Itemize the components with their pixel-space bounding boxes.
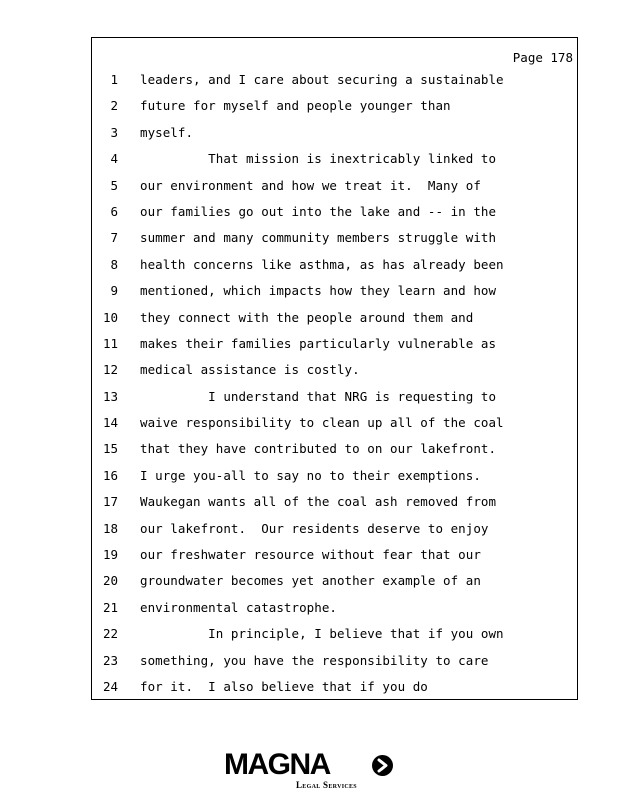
line-number: 22 xyxy=(102,626,118,642)
line-number: 17 xyxy=(102,494,118,510)
line-text: our lakefront. Our residents deserve to enjoy xyxy=(140,520,489,536)
line-text: for it. I also believe that if you do xyxy=(140,678,428,694)
line-number: 9 xyxy=(110,283,118,299)
transcript-line xyxy=(0,626,618,652)
page-number: Page 178 xyxy=(512,50,573,65)
transcript-line xyxy=(0,389,618,415)
line-text: myself. xyxy=(140,124,194,140)
line-text: summer and many community members struggle with xyxy=(140,230,497,246)
line-number: 18 xyxy=(102,520,118,536)
transcript-line xyxy=(0,362,618,388)
line-text: makes their families particularly vulnerable as xyxy=(140,335,497,351)
transcript-line xyxy=(0,494,618,520)
line-number: 11 xyxy=(102,335,118,351)
line-text: In principle, I believe that if you own xyxy=(140,626,504,642)
line-number: 6 xyxy=(110,203,118,219)
logo-wordmark: MAGNA xyxy=(224,748,330,781)
line-text: groundwater becomes yet another example of an xyxy=(140,573,481,589)
line-text: our freshwater resource without fear that our xyxy=(140,547,481,563)
line-number: 16 xyxy=(102,467,118,483)
magna-logo xyxy=(224,748,394,792)
line-number: 5 xyxy=(110,177,118,193)
line-text: something, you have the responsibility to care xyxy=(140,652,489,668)
line-number: 23 xyxy=(102,652,118,668)
transcript-line xyxy=(0,283,618,309)
line-text: they connect with the people around them and xyxy=(140,309,474,325)
line-text: medical assistance is costly. xyxy=(140,362,360,378)
transcript-line xyxy=(0,178,618,204)
transcript-line xyxy=(0,310,618,336)
transcript-line xyxy=(0,547,618,573)
transcript-line xyxy=(0,98,618,124)
line-text: That mission is inextricably linked to xyxy=(140,151,497,167)
transcript-line xyxy=(0,257,618,283)
line-number: 13 xyxy=(102,388,118,404)
line-text: I urge you-all to say no to their exemptions. xyxy=(140,467,481,483)
logo-tagline: Legal Services xyxy=(296,780,357,790)
line-text: leaders, and I care about securing a sustainable xyxy=(140,72,504,87)
line-text: health concerns like asthma, as has already been xyxy=(140,256,504,272)
transcript-line xyxy=(0,573,618,599)
line-number: 19 xyxy=(102,547,118,563)
line-number: 10 xyxy=(102,309,118,325)
line-text: mentioned, which impacts how they learn and how xyxy=(140,283,497,299)
transcript-line xyxy=(0,679,618,705)
chevron-right-icon xyxy=(372,755,393,776)
line-text: our environment and how we treat it. Many of xyxy=(140,177,481,193)
transcript-line xyxy=(0,415,618,441)
transcript-line xyxy=(0,72,618,98)
line-text: our families go out into the lake and -- in the xyxy=(140,203,497,219)
line-number: 1 xyxy=(110,72,118,87)
line-number: 3 xyxy=(110,124,118,140)
line-text: Waukegan wants all of the coal ash removed from xyxy=(140,494,497,510)
line-number: 20 xyxy=(102,573,118,589)
transcript-line xyxy=(0,151,618,177)
transcript-line xyxy=(0,230,618,256)
line-text: waive responsibility to clean up all of the coal xyxy=(140,415,504,431)
transcript-line xyxy=(0,468,618,494)
line-number: 24 xyxy=(102,678,118,694)
transcript-line xyxy=(0,204,618,230)
line-number: 21 xyxy=(102,599,118,615)
transcript-line xyxy=(0,521,618,547)
line-text: environmental catastrophe. xyxy=(140,599,337,615)
transcript-line xyxy=(0,600,618,626)
transcript-line xyxy=(0,441,618,467)
line-number: 7 xyxy=(110,230,118,246)
transcript-line xyxy=(0,653,618,679)
line-text: that they have contributed to on our lakefront. xyxy=(140,441,497,457)
line-number: 15 xyxy=(102,441,118,457)
line-number: 14 xyxy=(102,415,118,431)
line-text: future for myself and people younger than xyxy=(140,98,451,114)
transcript-line xyxy=(0,336,618,362)
transcript-line xyxy=(0,125,618,151)
line-number: 12 xyxy=(102,362,118,378)
line-number: 2 xyxy=(110,98,118,114)
line-number: 8 xyxy=(110,256,118,272)
line-text: I understand that NRG is requesting to xyxy=(140,388,497,404)
transcript-lines xyxy=(0,72,618,705)
line-number: 4 xyxy=(110,151,118,167)
